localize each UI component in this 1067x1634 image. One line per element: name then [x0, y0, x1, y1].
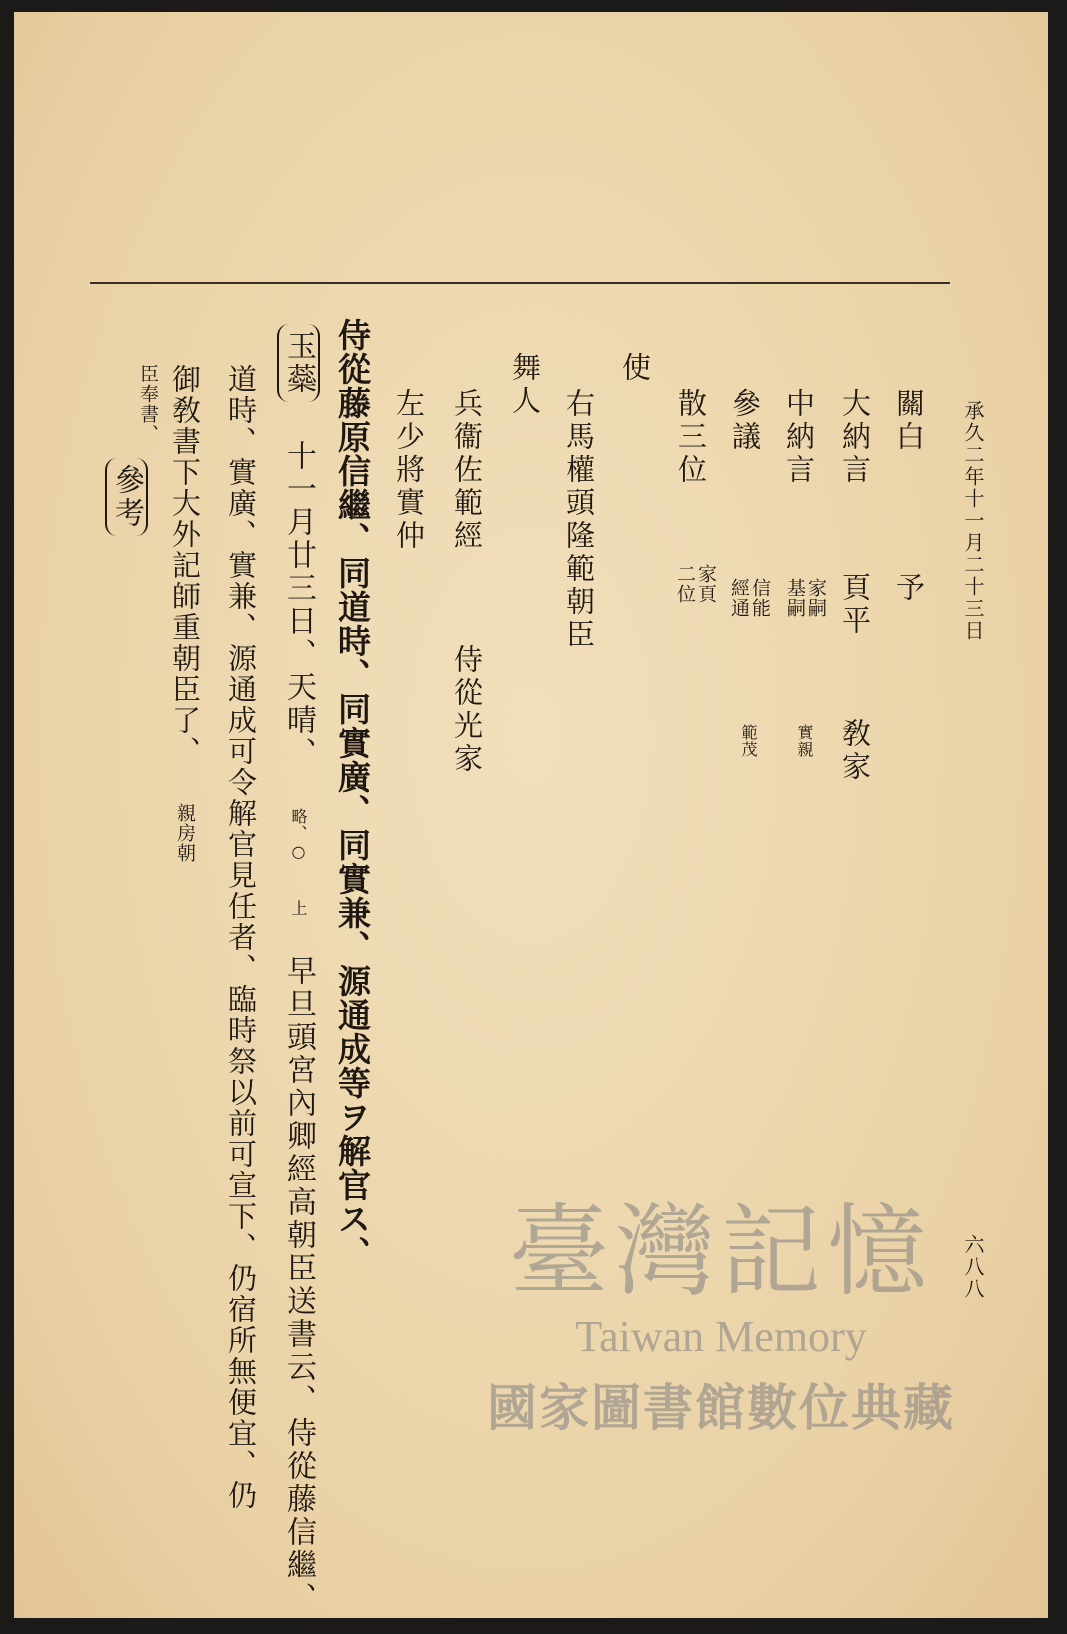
watermark-calligraphy: 臺灣記憶: [509, 1193, 933, 1310]
gyokuyo-note-2: 臣奉書、: [137, 364, 159, 444]
official-title-kampaku: 關白: [892, 388, 926, 454]
gyokuyo-note-1: 親房朝: [174, 803, 196, 863]
gyokuyo-label: 玉蘂: [277, 324, 320, 402]
official-title-dainagon: 大納言: [838, 388, 872, 487]
gyokuyo-line1-b: 上: [289, 900, 308, 917]
watermark: [456, 1187, 986, 1567]
gyokuyo-line-2: 道時、實廣、實兼、源通成可令解官見任者、臨時祭以前可宣下、仍宿所無便宜、仍: [224, 364, 258, 1511]
official-name-chunagon-2: 基嗣: [784, 578, 806, 618]
official-names-sangi: [728, 578, 770, 618]
gyokuyo-line1-c: 早旦頭宮內卿經高朝臣送書云、侍從藤信繼、: [281, 955, 316, 1615]
header-rule: [90, 282, 950, 284]
official-name-sanmi-2: 二位: [674, 564, 696, 604]
envoy-person: 右馬權頭隆範朝臣: [562, 388, 596, 652]
page-number: 六八八: [961, 1234, 985, 1300]
official-name-chunagon-1: 家嗣: [805, 578, 827, 618]
official-name-dainagon-1: 頁平: [838, 572, 872, 638]
gyokuyo-line3-a: 御敎書下大外記師重朝臣了、: [168, 364, 202, 767]
envoy-label: 使: [618, 352, 652, 385]
dancer-name-3: 左少將實仲: [392, 388, 426, 553]
gyokuyo-line-3: [131, 364, 206, 863]
reference-label: [104, 458, 148, 536]
gyokuyo-line-1: [276, 324, 320, 1615]
official-title-sanmi: 散三位: [674, 388, 708, 487]
gyokuyo-line1-note: 略、○: [289, 808, 308, 862]
dancer-name-1: 兵衞佐範經: [450, 388, 484, 553]
official-name-sangi-3: 範茂: [739, 724, 758, 758]
watermark-english: Taiwan Memory: [575, 1312, 867, 1361]
official-names-chunagon: [784, 578, 826, 618]
official-title-chunagon: 中納言: [782, 388, 816, 487]
official-name-kampaku: 予: [892, 572, 926, 605]
official-name-sangi-1: 信能: [749, 578, 771, 618]
entry-date: 承久二年十一月二十三日: [961, 400, 985, 642]
dancers-label: 舞人: [508, 352, 542, 418]
reference-label-text: 參考: [105, 458, 148, 536]
official-name-chunagon-3: 實親: [795, 724, 814, 758]
official-name-dainagon-2: 敎家: [838, 718, 872, 784]
main-entry: 侍從藤原信繼、同道時、同實廣、同實兼、源通成等ヲ解官ス、: [333, 318, 372, 1270]
official-name-sangi-2: 經通: [728, 578, 750, 618]
book-page: [14, 12, 1048, 1618]
official-title-sangi: 參議: [728, 388, 762, 454]
watermark-library: 國家圖書館數位典藏: [487, 1379, 955, 1437]
gyokuyo-line1-a: 十一月廿三日、天晴、: [281, 440, 316, 770]
official-name-sanmi-1: 家頁: [695, 564, 717, 604]
dancer-name-2: 侍從光家: [450, 644, 484, 776]
official-names-sanmi: [674, 564, 716, 604]
